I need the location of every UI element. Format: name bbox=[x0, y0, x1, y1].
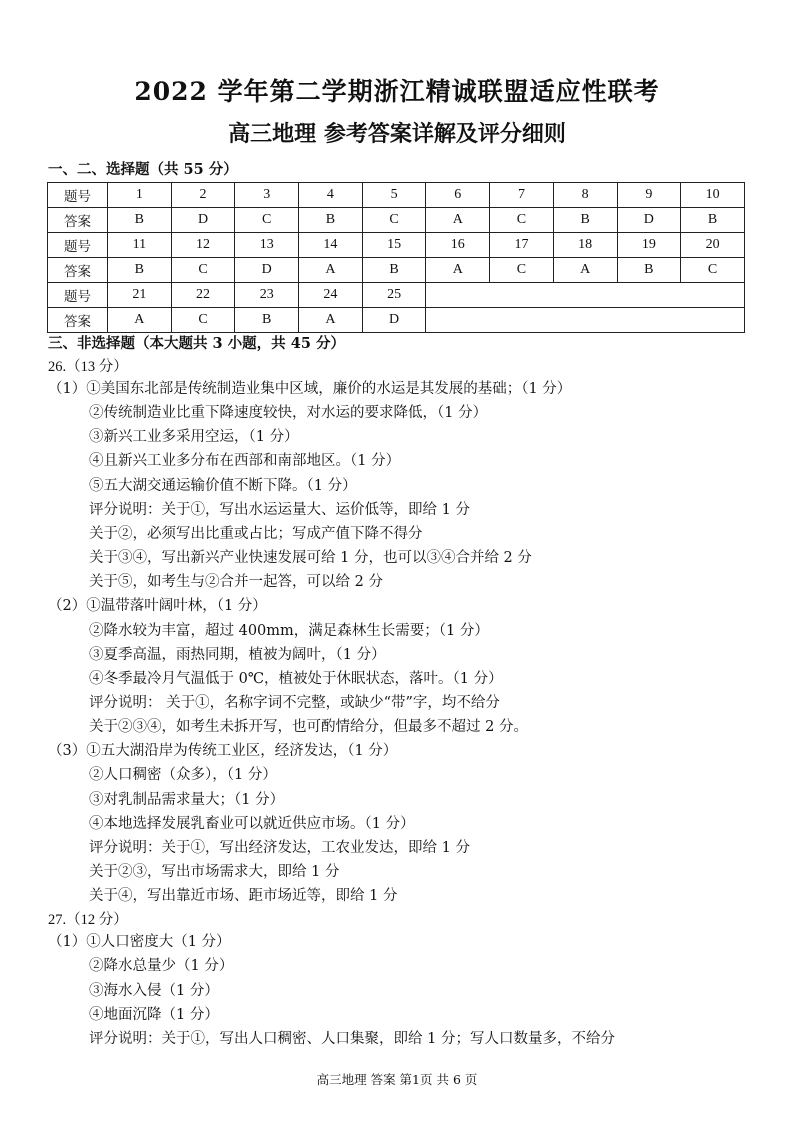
table-cell: 3 bbox=[235, 183, 299, 208]
answer-line: 关于⑤，如考生与②合并一起答，可以给 2 分 bbox=[89, 574, 383, 591]
table-cell: D bbox=[171, 208, 235, 233]
table-cell: 1 bbox=[108, 183, 172, 208]
answer-line: ②传统制造业比重下降速度较快，对水运的要求降低，（1 分） bbox=[89, 405, 488, 422]
table-cell: A bbox=[553, 258, 617, 283]
table-cell: 17 bbox=[490, 233, 554, 258]
table-cell: 5 bbox=[362, 183, 426, 208]
table-cell: 20 bbox=[681, 233, 745, 258]
answer-line: ③夏季高温，雨热同期，植被为阔叶，（1 分） bbox=[89, 646, 386, 663]
table-cell: 15 bbox=[362, 233, 426, 258]
section-heading-open: 三、非选择题（本大题共 3 小题，共 45 分） bbox=[48, 335, 345, 352]
table-cell: B bbox=[299, 208, 363, 233]
table-cell: A bbox=[108, 308, 172, 333]
answer-line: 关于③④，写出新兴产业快速发展可给 1 分，也可以③④合并给 2 分 bbox=[89, 550, 532, 567]
table-row bbox=[48, 308, 745, 333]
table-cell: 19 bbox=[617, 233, 681, 258]
row-header: 题号 bbox=[48, 233, 108, 258]
exam-subtitle: 高三地理 参考答案详解及评分细则 bbox=[228, 121, 566, 147]
question-26-title: 26.（13 分） bbox=[48, 359, 128, 375]
answer-line: 关于②③，写出市场需求大，即给 1 分 bbox=[89, 864, 340, 880]
exam-title: 2022 学年第二学期浙江精诚联盟适应性联考 bbox=[134, 77, 660, 106]
answer-line: ⑤五大湖交通运输价值不断下降。（1 分） bbox=[89, 477, 357, 494]
table-cell: B bbox=[553, 208, 617, 233]
table-cell: 25 bbox=[362, 283, 426, 308]
answer-line: ②降水总量少（1 分） bbox=[89, 958, 234, 975]
table-cell: B bbox=[362, 258, 426, 283]
answer-line: 评分说明：关于①，写出人口稠密、人口集聚，即给 1 分；写人口数量多，不给分 bbox=[89, 1031, 615, 1048]
table-cell: 24 bbox=[299, 283, 363, 308]
answer-table bbox=[47, 182, 745, 333]
answer-line: （2）①温带落叶阔叶林，（1 分） bbox=[48, 598, 267, 615]
empty-cell bbox=[426, 308, 745, 333]
table-cell: A bbox=[426, 258, 490, 283]
table-cell: 18 bbox=[553, 233, 617, 258]
row-header: 题号 bbox=[48, 283, 108, 308]
table-cell: B bbox=[235, 308, 299, 333]
table-cell: B bbox=[681, 208, 745, 233]
table-cell: D bbox=[617, 208, 681, 233]
table-cell: 22 bbox=[171, 283, 235, 308]
table-cell: B bbox=[108, 258, 172, 283]
table-cell: A bbox=[299, 258, 363, 283]
answer-line: ③新兴工业多采用空运，（1 分） bbox=[89, 429, 299, 446]
table-cell: 21 bbox=[108, 283, 172, 308]
answer-line: （1）①人口密度大（1 分） bbox=[48, 934, 231, 950]
question-27-title: 27.（12 分） bbox=[48, 912, 128, 928]
table-cell: 12 bbox=[171, 233, 235, 258]
row-header: 答案 bbox=[48, 208, 108, 233]
table-cell: C bbox=[235, 208, 299, 233]
answer-line: 评分说明： 关于①，名称字词不完整，或缺少“带”字，均不给分 bbox=[89, 694, 500, 711]
answer-line: ②人口稠密（众多），（1 分） bbox=[89, 767, 277, 784]
table-cell: A bbox=[426, 208, 490, 233]
table-row bbox=[48, 183, 745, 208]
table-cell: 9 bbox=[617, 183, 681, 208]
section-heading-choice: 一、二、选择题（共 55 分） bbox=[48, 161, 238, 178]
table-row bbox=[48, 283, 745, 308]
table-cell: 23 bbox=[235, 283, 299, 308]
answer-line: ④且新兴工业多分布在西部和南部地区。（1 分） bbox=[89, 453, 401, 470]
table-cell: 14 bbox=[299, 233, 363, 258]
table-cell: C bbox=[681, 258, 745, 283]
table-cell: B bbox=[617, 258, 681, 283]
table-cell: 16 bbox=[426, 233, 490, 258]
table-cell: D bbox=[362, 308, 426, 333]
table-row bbox=[48, 233, 745, 258]
table-cell: C bbox=[171, 308, 235, 333]
answer-line: 关于②，必须写出比重或占比；写成产值下降不得分 bbox=[89, 525, 423, 542]
table-cell: B bbox=[108, 208, 172, 233]
table-cell: C bbox=[171, 258, 235, 283]
answer-line: （3）①五大湖沿岸为传统工业区，经济发达，（1 分） bbox=[48, 743, 398, 760]
table-cell: 7 bbox=[490, 183, 554, 208]
answer-line: ④冬季最冷月气温低于 0℃，植被处于休眠状态，落叶。（1 分） bbox=[89, 670, 503, 687]
empty-cell bbox=[426, 283, 745, 308]
table-row bbox=[48, 258, 745, 283]
table-cell: 13 bbox=[235, 233, 299, 258]
answer-line: ③对乳制品需求量大；（1 分） bbox=[89, 791, 285, 808]
table-cell: D bbox=[235, 258, 299, 283]
table-row bbox=[48, 208, 745, 233]
answer-line: ④地面沉降（1 分） bbox=[89, 1006, 219, 1023]
table-cell: C bbox=[362, 208, 426, 233]
table-cell: 11 bbox=[108, 233, 172, 258]
row-header: 题号 bbox=[48, 183, 108, 208]
row-header: 答案 bbox=[48, 308, 108, 333]
table-cell: 10 bbox=[681, 183, 745, 208]
table-cell: C bbox=[490, 258, 554, 283]
table-cell: 4 bbox=[299, 183, 363, 208]
table-cell: C bbox=[490, 208, 554, 233]
answer-line: ④本地选择发展乳畜业可以就近供应市场。（1 分） bbox=[89, 815, 415, 832]
answer-line: 关于②③④，如考生未拆开写，也可酌情给分，但最多不超过 2 分。 bbox=[89, 719, 528, 736]
answer-line: ③海水入侵（1 分） bbox=[89, 982, 219, 999]
table-cell: A bbox=[299, 308, 363, 333]
answer-line: ②降水较为丰富，超过 400mm，满足森林生长需要；（1 分） bbox=[89, 622, 489, 639]
answer-line: 评分说明：关于①，写出水运运量大、运价低等，即给 1 分 bbox=[89, 501, 470, 518]
table-cell: 8 bbox=[553, 183, 617, 208]
table-cell: 6 bbox=[426, 183, 490, 208]
page-footer: 高三地理 答案 第1页 共 6 页 bbox=[316, 1072, 478, 1087]
row-header: 答案 bbox=[48, 258, 108, 283]
answer-line: 关于④，写出靠近市场、距市场近等，即给 1 分 bbox=[89, 888, 398, 905]
answer-line: （1）①美国东北部是传统制造业集中区域，廉价的水运是其发展的基础；（1 分） bbox=[48, 381, 572, 397]
answer-line: 评分说明：关于①，写出经济发达，工农业发达，即给 1 分 bbox=[89, 839, 470, 856]
table-cell: 2 bbox=[171, 183, 235, 208]
